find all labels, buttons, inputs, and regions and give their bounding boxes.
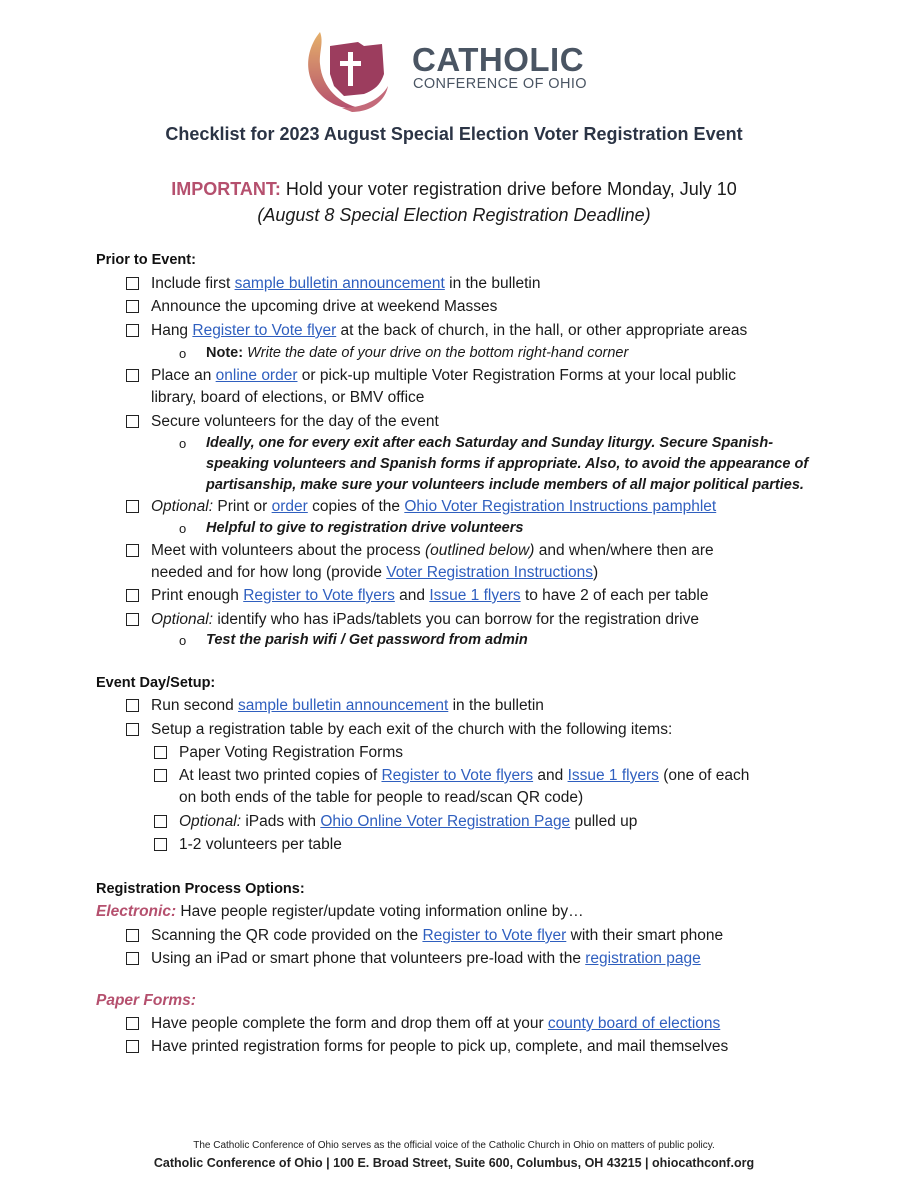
checkbox[interactable] — [126, 415, 139, 428]
page-title: Checklist for 2023 August Special Election Voter Registration Event — [165, 124, 743, 144]
logo-brand: CATHOLIC — [412, 41, 585, 78]
logo — [300, 24, 620, 114]
link-online-registration-page[interactable]: Ohio Online Voter Registration Page — [320, 813, 571, 830]
checkbox[interactable] — [126, 300, 139, 313]
link-voter-instructions[interactable]: Voter Registration Instructions — [386, 564, 594, 581]
conference-emblem-icon — [300, 24, 405, 114]
link-issue1-flyers-2[interactable]: Issue 1 flyers — [567, 767, 659, 784]
checkbox[interactable] — [126, 589, 139, 602]
section-heading-process: Registration Process Options: — [96, 881, 305, 897]
important-notice — [0, 176, 908, 228]
link-sample-bulletin-2[interactable]: sample bulletin announcement — [238, 697, 449, 714]
section-heading-prior: Prior to Event: — [96, 252, 196, 268]
checkbox[interactable] — [126, 544, 139, 557]
checkbox[interactable] — [154, 746, 167, 759]
checkbox[interactable] — [126, 1017, 139, 1030]
footer-statement: The Catholic Conference of Ohio serves as the official voice of the Catholic Church in Ohio on matters of public policy. — [193, 1140, 715, 1151]
link-issue1-flyers[interactable]: Issue 1 flyers — [429, 587, 521, 604]
checkbox[interactable] — [154, 815, 167, 828]
checkbox[interactable] — [126, 929, 139, 942]
link-register-flyers[interactable]: Register to Vote flyers — [243, 587, 395, 604]
section-heading-event: Event Day/Setup: — [96, 675, 216, 691]
checkbox[interactable] — [126, 369, 139, 382]
checkbox[interactable] — [154, 838, 167, 851]
checkbox[interactable] — [126, 324, 139, 337]
checkbox[interactable] — [126, 277, 139, 290]
important-text: Hold your voter registration drive before Monday, July 10 — [285, 179, 737, 199]
link-instructions-pamphlet[interactable]: Ohio Voter Registration Instructions pamphlet — [404, 498, 717, 515]
link-register-flyer-3[interactable]: Register to Vote flyer — [422, 927, 567, 944]
link-sample-bulletin[interactable]: sample bulletin announcement — [234, 275, 445, 292]
electronic-intro: Electronic: Have people register/update voting information online by… — [96, 903, 584, 920]
checkbox[interactable] — [154, 769, 167, 782]
checkbox[interactable] — [126, 952, 139, 965]
checkbox[interactable] — [126, 613, 139, 626]
link-register-flyers-2[interactable]: Register to Vote flyers — [381, 767, 534, 784]
checkbox[interactable] — [126, 699, 139, 712]
checkbox[interactable] — [126, 723, 139, 736]
link-register-flyer[interactable]: Register to Vote flyer — [192, 322, 337, 339]
checkbox[interactable] — [126, 1040, 139, 1053]
deadline-text: (August 8 Special Election Registration Deadline) — [257, 205, 651, 225]
logo-subtitle: CONFERENCE OF OHIO — [413, 76, 587, 92]
footer-address: Catholic Conference of Ohio | 100 E. Broad Street, Suite 600, Columbus, OH 43215 | ohiocathconf.org — [153, 1156, 755, 1170]
link-order[interactable]: order — [271, 498, 308, 515]
link-registration-page[interactable]: registration page — [585, 950, 701, 967]
checkbox[interactable] — [126, 500, 139, 513]
paper-forms-heading: Paper Forms: — [96, 992, 196, 1009]
link-county-board[interactable]: county board of elections — [547, 1015, 721, 1032]
link-online-order[interactable]: online order — [215, 367, 298, 384]
important-label: IMPORTANT: — [171, 179, 281, 199]
